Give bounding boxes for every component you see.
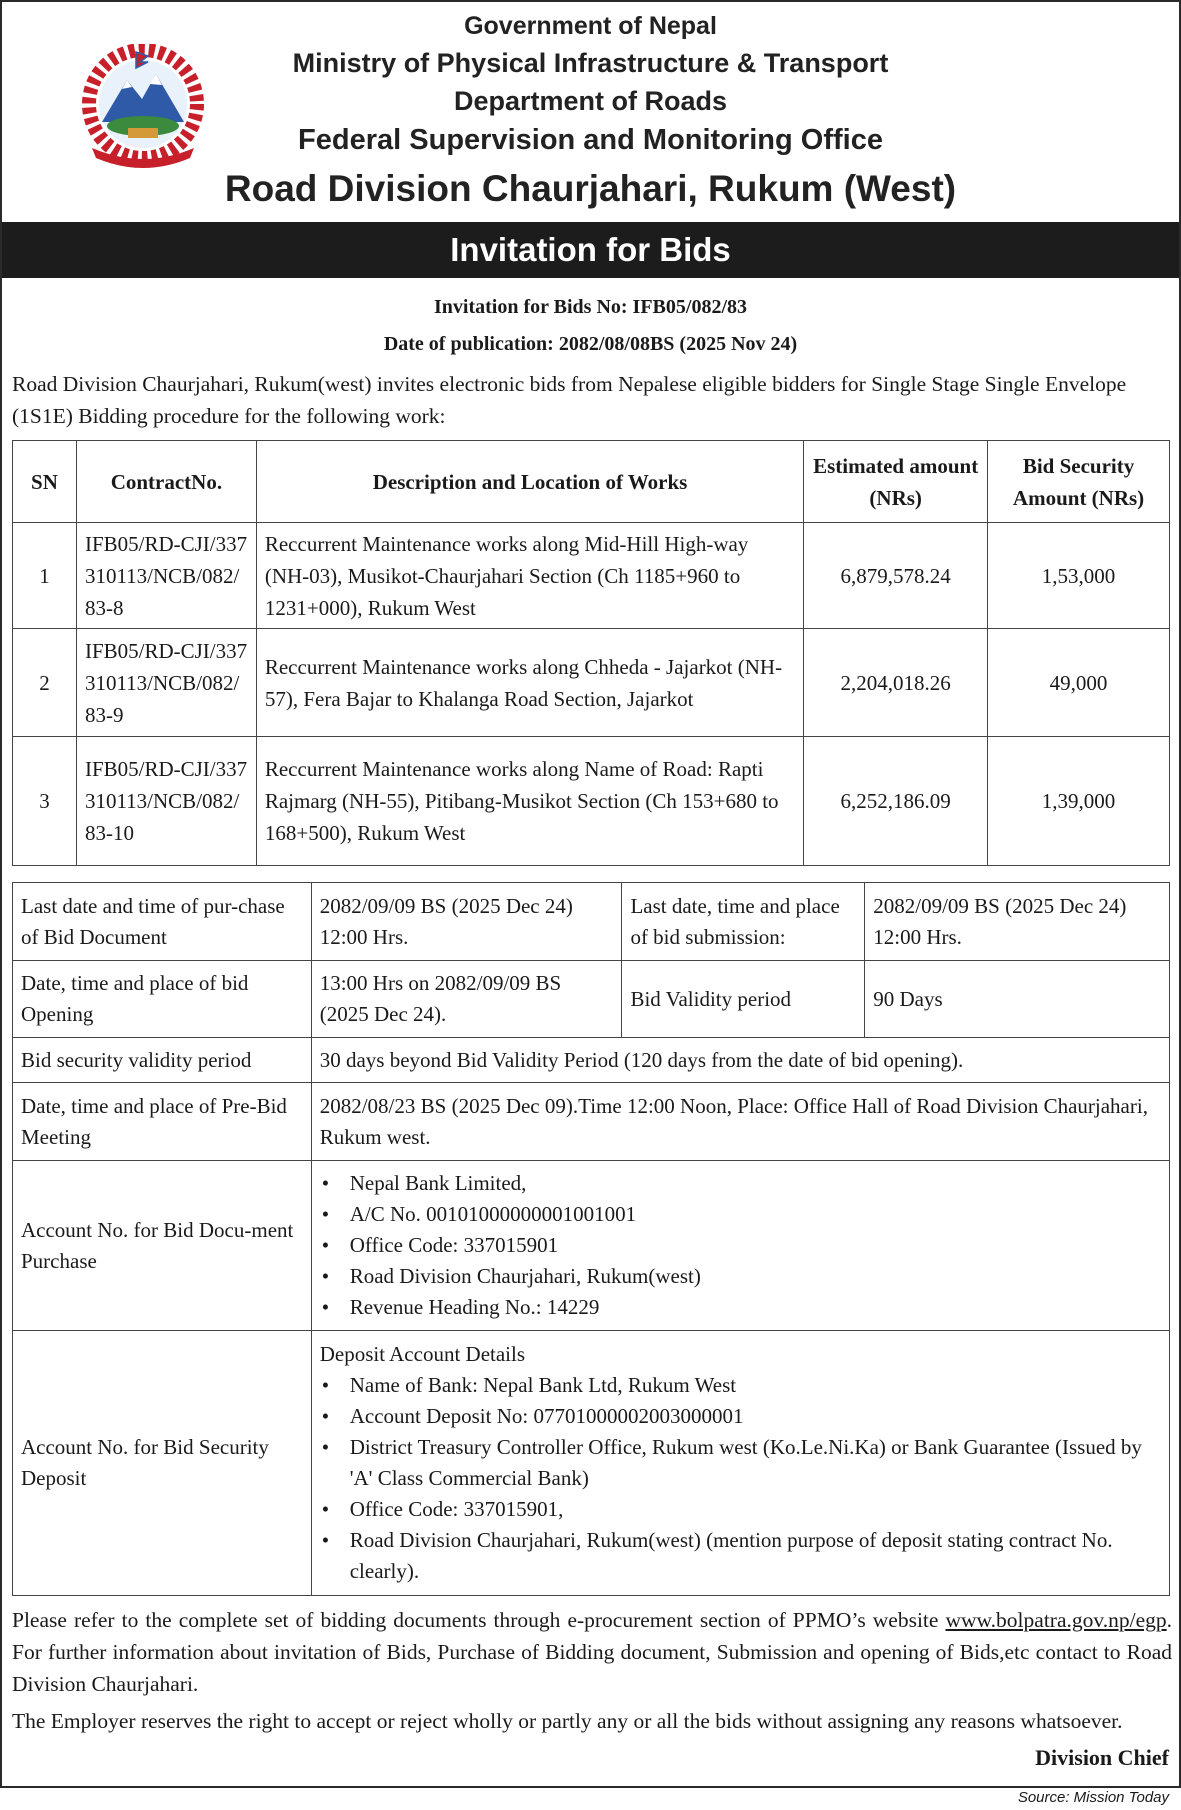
- cell-sn: 3: [13, 737, 77, 866]
- cell-estimate: 6,252,186.09: [804, 737, 988, 866]
- header-division: Road Division Chaurjahari, Rukum (West): [224, 168, 957, 209]
- table-row: [13, 1161, 1170, 1331]
- table-header-row: [13, 441, 1170, 523]
- prebid-value: 2082/08/23 BS (2025 Dec 09).Time 12:00 Noon, Place: Office Hall of Road Division Chaurjahari, Rukum west.: [311, 1083, 1169, 1161]
- list-item: • Road Division Chaurjahari, Rukum(west): [320, 1261, 1161, 1292]
- cell-security: 49,000: [988, 629, 1170, 737]
- source-credit: Source: Mission Today: [1017, 1789, 1169, 1806]
- table-row: [13, 523, 1170, 629]
- employer-rights: The Employer reserves the right to accept or reject wholly or partly any or all the bids without assigning any reasons whatsoever.: [12, 1709, 1123, 1733]
- purchase-deadline-label: Last date and time of pur-chase of Bid Document: [13, 883, 312, 961]
- refer-prefix: Please refer to the complete set of bidding documents through e-procurement section of PPMO’s website: [12, 1608, 946, 1632]
- purchase-account-list: [320, 1168, 1161, 1323]
- col-header-sn: SN: [13, 441, 77, 523]
- cell-estimate: 2,204,018.26: [804, 629, 988, 737]
- submission-deadline-label: Last date, time and place of bid submission:: [622, 883, 865, 961]
- page-title: Invitation for Bids: [2, 222, 1179, 278]
- notice-header: [0, 0, 1181, 222]
- cell-sn: 1: [13, 523, 77, 629]
- submission-deadline-value: 2082/09/09 BS (2025 Dec 24) 12:00 Hrs.: [865, 883, 1170, 961]
- bolpatra-link[interactable]: www.bolpatra.gov.np/egp: [945, 1608, 1167, 1632]
- deposit-heading: Deposit Account Details: [319, 1342, 526, 1366]
- refer-paragraph: [12, 1604, 1172, 1700]
- list-item: • Account Deposit No: 07701000002003000001: [320, 1401, 1161, 1432]
- col-header-security: Bid Security Amount (NRs): [988, 441, 1170, 523]
- table-row: [13, 961, 1170, 1038]
- opening-value: 13:00 Hrs on 2082/09/09 BS (2025 Dec 24).: [311, 961, 622, 1038]
- publication-date: Date of publication: 2082/08/08BS (2025 Nov 24): [383, 333, 798, 355]
- opening-label: Date, time and place of bid Opening: [13, 961, 312, 1038]
- header-government: Government of Nepal: [464, 12, 717, 40]
- purchase-account-label: Account No. for Bid Docu-ment Purchase: [13, 1161, 312, 1331]
- cell-contract: IFB05/RD-CJI/337310113/NCB/082/83-9: [76, 629, 256, 737]
- header-office: Federal Supervision and Monitoring Office: [298, 124, 883, 156]
- table-row: [13, 737, 1170, 866]
- bid-number: Invitation for Bids No: IFB05/082/83: [434, 296, 747, 318]
- prebid-label: Date, time and place of Pre-Bid Meeting: [13, 1083, 312, 1161]
- list-item: • Road Division Chaurjahari, Rukum(west) (mention purpose of deposit stating contract No. clearly).: [320, 1525, 1161, 1587]
- list-item: • Nepal Bank Limited,: [320, 1168, 1161, 1199]
- cell-description: Reccurrent Maintenance works along Mid-Hill High-way (NH-03), Musikot-Chaurjahari Section (Ch 1185+960 to 1231+000), Rukum West: [256, 523, 803, 629]
- deposit-account-label: Account No. for Bid Security Deposit: [13, 1331, 312, 1596]
- table-row: [13, 883, 1170, 961]
- cell-description: Reccurrent Maintenance works along Name of Road: Rapti Rajmarg (NH-55), Pitibang-Musikot Section (Ch 153+680 to 168+500), Rukum West: [256, 737, 803, 866]
- cell-contract: IFB05/RD-CJI/337310113/NCB/082/83-10: [76, 737, 256, 866]
- header-ministry: Ministry of Physical Infrastructure & Transport: [292, 48, 889, 78]
- list-item: • Name of Bank: Nepal Bank Ltd, Rukum West: [320, 1370, 1161, 1401]
- header-department: Department of Roads: [453, 86, 728, 116]
- validity-value: 90 Days: [865, 961, 1170, 1038]
- cell-description: Reccurrent Maintenance works along Chheda - Jajarkot (NH-57), Fera Bajar to Khalanga Road Section, Jajarkot: [256, 629, 803, 737]
- purchase-deadline-value: 2082/09/09 BS (2025 Dec 24) 12:00 Hrs.: [311, 883, 622, 961]
- purchase-account-value: [311, 1161, 1169, 1331]
- intro-paragraph: Road Division Chaurjahari, Rukum(west) invites electronic bids from Nepalese eligible bidders for Single Stage Single Envelope (1S1E) Bidding procedure for the following work:: [12, 372, 1127, 428]
- list-item: • Office Code: 337015901,: [320, 1494, 1161, 1525]
- list-item: • A/C No. 00101000000001001001: [320, 1199, 1161, 1230]
- cell-security: 1,53,000: [988, 523, 1170, 629]
- works-table: [12, 440, 1170, 866]
- list-item: • District Treasury Controller Office, Rukum west (Ko.Le.Ni.Ka) or Bank Guarantee (Issued by 'A' Class Commercial Bank): [320, 1432, 1161, 1494]
- refer-suffix: . For further information about invitation of Bids, Purchase of Bidding document, Submission and opening of Bids,etc contact to Road Division Chaurjahari.: [12, 1608, 1172, 1696]
- security-validity-label: Bid security validity period: [13, 1038, 312, 1083]
- cell-sn: 2: [13, 629, 77, 737]
- list-item: • Office Code: 337015901: [320, 1230, 1161, 1261]
- cell-contract: IFB05/RD-CJI/337310113/NCB/082/83-8: [76, 523, 256, 629]
- cell-estimate: 6,879,578.24: [804, 523, 988, 629]
- col-header-description: Description and Location of Works: [256, 441, 803, 523]
- table-row: [13, 629, 1170, 737]
- security-validity-value: 30 days beyond Bid Validity Period (120 days from the date of bid opening).: [311, 1038, 1169, 1083]
- list-item: • Revenue Heading No.: 14229: [320, 1292, 1161, 1323]
- table-row: [13, 1038, 1170, 1083]
- col-header-estimate: Estimated amount (NRs): [804, 441, 988, 523]
- signatory: Division Chief: [1035, 1745, 1169, 1770]
- validity-label: Bid Validity period: [622, 961, 865, 1038]
- table-row: [13, 1083, 1170, 1161]
- deposit-account-value: [311, 1331, 1169, 1596]
- cell-security: 1,39,000: [988, 737, 1170, 866]
- bid-info-table: [12, 882, 1170, 1596]
- deposit-account-list: [320, 1370, 1161, 1587]
- col-header-contract: ContractNo.: [76, 441, 256, 523]
- table-row: [13, 1331, 1170, 1596]
